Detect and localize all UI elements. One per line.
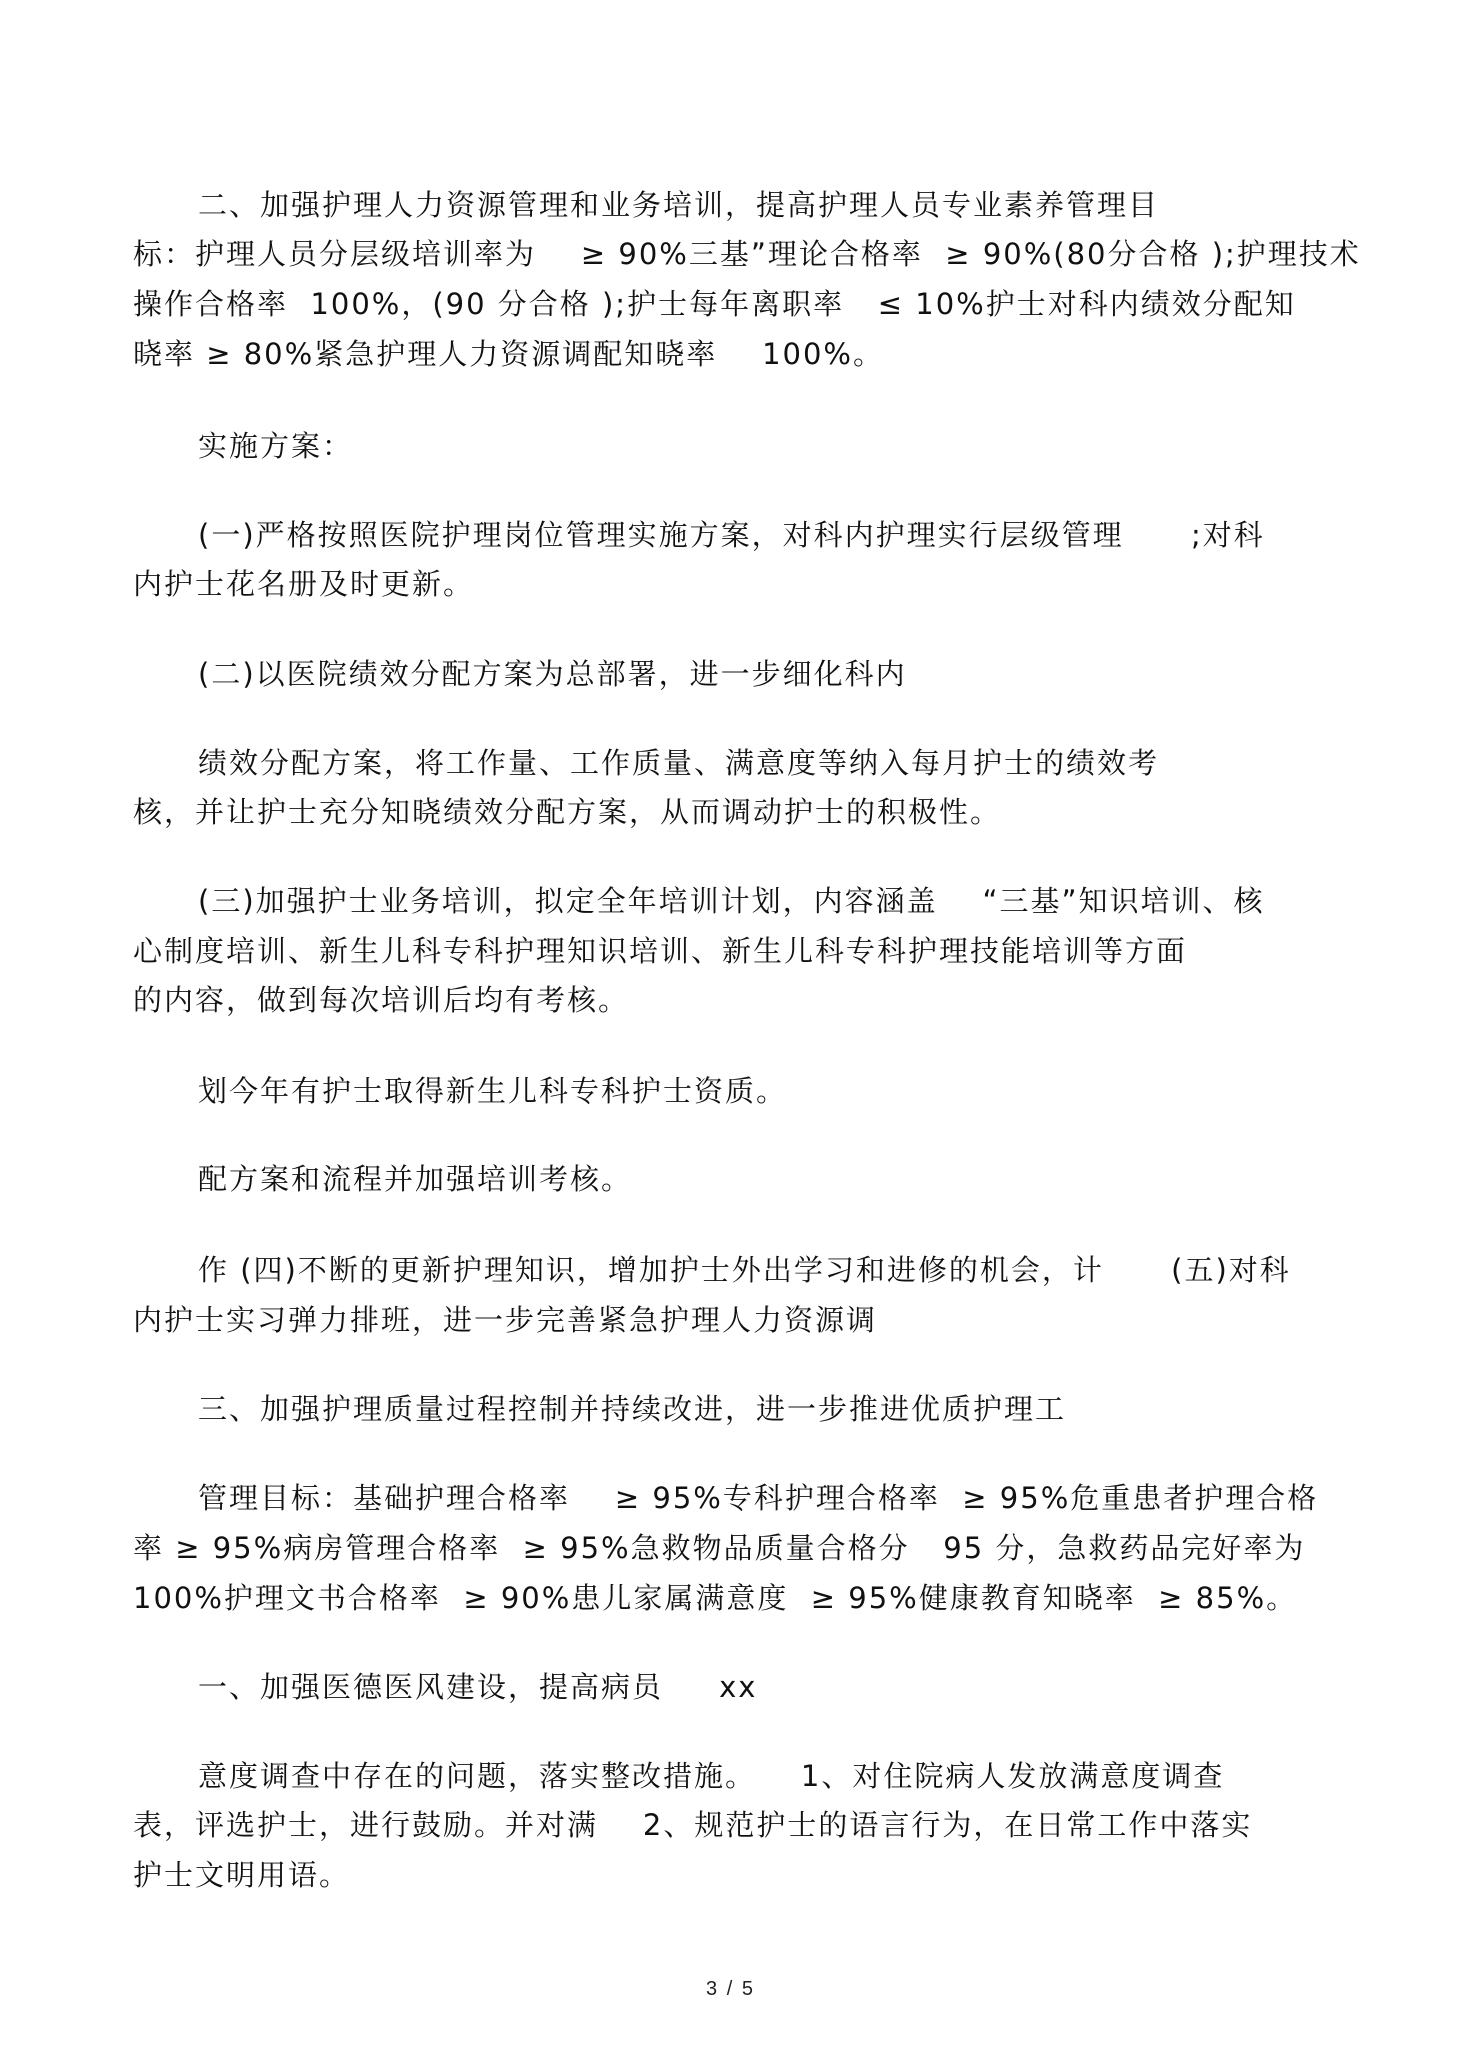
text-line: 操作合格率 100%，(90 分合格 );护士每年离职率 ≤ 10%护士对科内绩效分配知: [133, 287, 1296, 321]
text-line: (三)加强护士业务培训，拟定全年培训计划，内容涵盖 “三基”知识培训、核: [198, 884, 1265, 918]
page-number: 3 / 5: [706, 1978, 755, 2000]
text-line: 内护士花名册及时更新。: [133, 567, 475, 601]
text-line: 二、加强护理人力资源管理和业务培训，提高护理人员专业素养管理目: [198, 188, 1160, 222]
text-line: (一)严格按照医院护理岗位管理实施方案，对科内护理实行层级管理 ;对科: [198, 518, 1265, 552]
section-heading: 三、加强护理质量过程控制并持续改进，进一步推进优质护理工: [198, 1392, 1067, 1426]
text-line: 的内容，做到每次培训后均有考核。: [133, 983, 630, 1017]
text-line: 核，并让护士充分知晓绩效分配方案，从而调动护士的积极性。: [133, 795, 1002, 829]
text-line: 护士文明用语。: [133, 1858, 351, 1892]
text-line: 绩效分配方案，将工作量、工作质量、满意度等纳入每月护士的绩效考: [198, 746, 1160, 780]
text-line: 心制度培训、新生儿科专科护理知识培训、新生儿科专科护理技能培训等方面: [133, 934, 1188, 968]
text-line: 100%护理文书合格率 ≥ 90%患儿家属满意度 ≥ 95%健康教育知晓率 ≥ 85%。: [133, 1581, 1298, 1615]
text-line: 内护士实习弹力排班，进一步完善紧急护理人力资源调: [133, 1303, 878, 1337]
text-line: 晓率 ≥ 80%紧急护理人力资源调配知晓率 100%。: [133, 337, 884, 371]
text-line: (二)以医院绩效分配方案为总部署，进一步细化科内: [198, 657, 907, 691]
text-line: 管理目标：基础护理合格率 ≥ 95%专科护理合格率 ≥ 95%危重患者护理合格: [198, 1481, 1319, 1515]
text-line: 配方案和流程并加强培训考核。: [198, 1162, 633, 1196]
text-line: 作 (四)不断的更新护理知识，增加护士外出学习和进修的机会，计 (五)对科: [198, 1253, 1291, 1287]
text-line: 表，评选护士，进行鼓励。并对满 2、规范护士的语言行为，在日常工作中落实: [133, 1808, 1253, 1842]
text-line: 率 ≥ 95%病房管理合格率 ≥ 95%急救物品质量合格分 95 分，急救药品完好率为: [133, 1531, 1306, 1565]
text-line: 意度调查中存在的问题，落实整改措施。 1、对住院病人发放满意度调查: [198, 1759, 1225, 1793]
text-line: 一、加强医德医风建设，提高病员 xx: [198, 1670, 758, 1704]
text-line: 划今年有护士取得新生儿科专科护士资质。: [198, 1074, 788, 1108]
text-line: 标：护理人员分层级培训率为 ≥ 90%三基”理论合格率 ≥ 90%(80分合格 );护理技术: [133, 237, 1361, 271]
section-heading: 实施方案：: [198, 429, 354, 463]
